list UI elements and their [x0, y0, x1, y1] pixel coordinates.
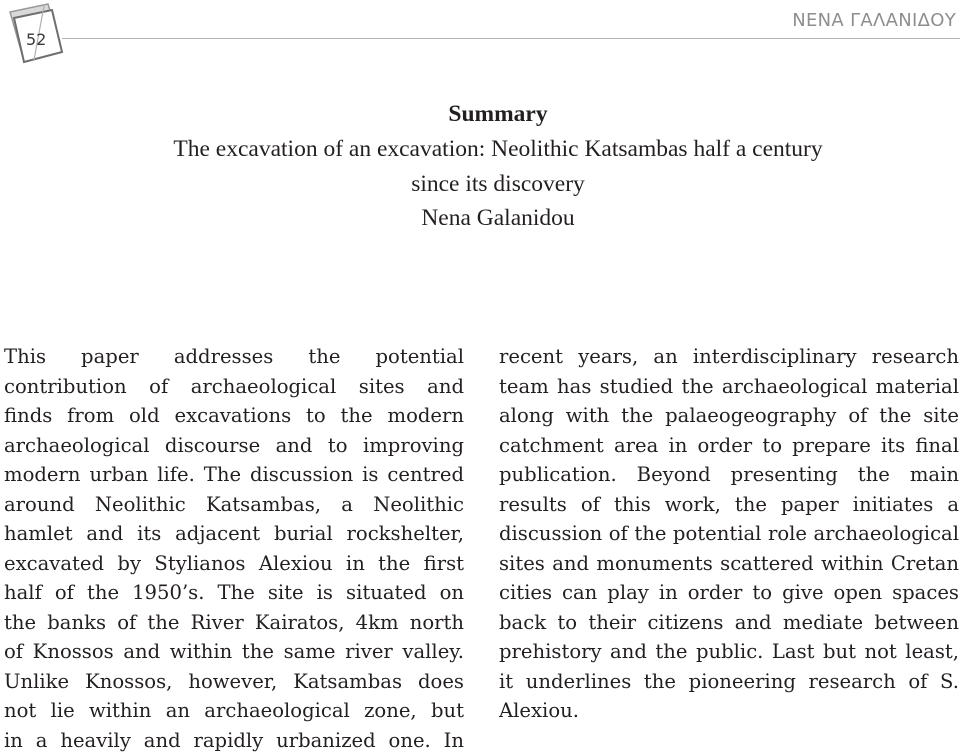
text-line: contribution of archaeological sites and [4, 372, 464, 402]
paper-title-line-2: since its discovery [0, 167, 960, 202]
text-line: Unlike Knossos, however, Katsambas does [4, 667, 464, 697]
text-line: around Neolithic Katsambas, a Neolithic [4, 490, 464, 520]
text-line: publication. Beyond presenting the main [499, 460, 959, 490]
text-line: finds from old excavations to the modern [4, 401, 464, 431]
paper-title-line-1: The excavation of an excavation: Neolithic Katsambas half a century [0, 132, 960, 167]
text-line: recent years, an interdisciplinary research [499, 342, 959, 372]
title-block [0, 96, 960, 236]
text-line: not lie within an archaeological zone, but [4, 696, 464, 726]
text-line: of Knossos and within the same river valley. [4, 637, 464, 667]
page-number-badge [4, 2, 66, 68]
text-line: in a heavily and rapidly urbanized one. In [4, 726, 464, 755]
text-line: results of this work, the paper initiates a [499, 490, 959, 520]
text-line: the banks of the River Kairatos, 4km north [4, 608, 464, 638]
text-line: it underlines the pioneering research of S. [499, 667, 959, 697]
page-number: 52 [26, 30, 46, 49]
summary-column-right [499, 342, 959, 726]
text-line: This paper addresses the potential [4, 342, 464, 372]
text-line: sites and monuments scattered within Cretan [499, 549, 959, 579]
text-line: catchment area in order to prepare its final [499, 431, 959, 461]
summary-heading: Summary [0, 96, 960, 132]
text-line: modern urban life. The discussion is centred [4, 460, 464, 490]
text-line: back to their citizens and mediate between [499, 608, 959, 638]
text-line: prehistory and the public. Last but not least, [499, 637, 959, 667]
running-header-author: ΝΕΝΑ ΓΑΛΑΝΙΔΟΥ [792, 10, 956, 31]
text-line: Alexiou. [499, 696, 959, 726]
text-line: archaeological discourse and to improving [4, 431, 464, 461]
text-line: along with the palaeogeography of the site [499, 401, 959, 431]
author-name: Nena Galanidou [0, 201, 960, 236]
text-line: team has studied the archaeological material [499, 372, 959, 402]
text-line: excavated by Stylianos Alexiou in the first [4, 549, 464, 579]
header-rule [62, 38, 960, 39]
text-line: discussion of the potential role archaeological [499, 519, 959, 549]
text-line: half of the 1950’s. The site is situated on [4, 578, 464, 608]
text-line: cities can play in order to give open spaces [499, 578, 959, 608]
summary-column-left [4, 342, 464, 755]
text-line: hamlet and its adjacent burial rockshelter, [4, 519, 464, 549]
